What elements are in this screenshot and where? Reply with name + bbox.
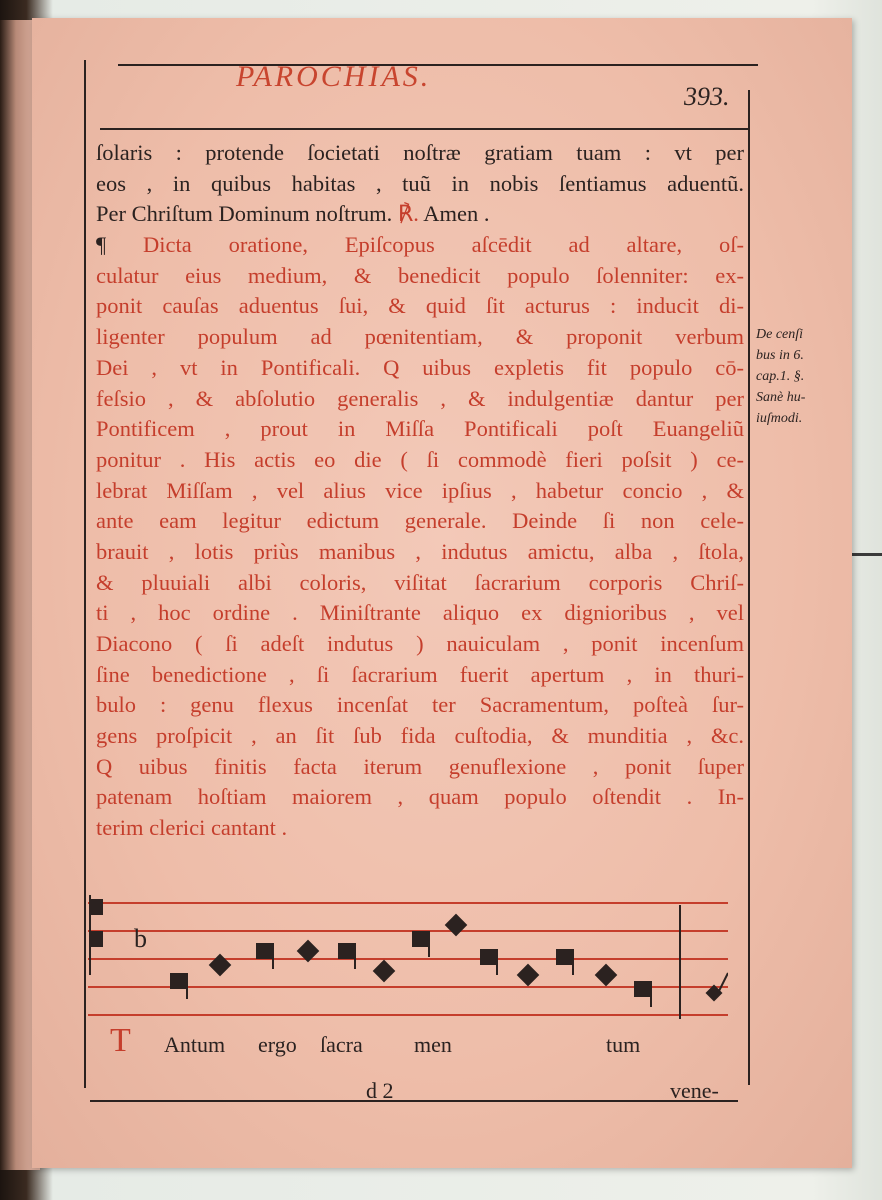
rubric-text: ſine benedictione , ſi ſacrarium fuerit apertum , in thuri- <box>96 661 744 687</box>
neume-1 <box>170 973 188 989</box>
running-header: PAROCHIAS. <box>236 60 432 93</box>
rubric-text: terim clerici cantant . <box>96 815 288 841</box>
rubric-text: & pluuiali albi coloris, viſitat ſacrarium corporis Chriſ- <box>96 569 744 595</box>
body-text-run: Per Chriſtum Dominum noſtrum. <box>96 201 393 227</box>
neumes <box>170 914 728 1007</box>
lyric-syllable-5: tum <box>606 1032 641 1057</box>
text-line <box>96 445 744 476</box>
text-line <box>96 537 744 568</box>
chant-staff <box>88 895 728 1035</box>
margin-note-line: cap.1. §. <box>756 369 805 384</box>
margin-note-line: De cenſi <box>756 327 804 342</box>
margin-note-line: Sanè hu- <box>756 390 806 405</box>
rubric-text: ponitur . His actis eo die ( ſi commodè fieri poſsit ) ce- <box>96 446 744 472</box>
text-line <box>96 752 744 783</box>
text-line <box>96 721 744 752</box>
body-text <box>96 138 744 844</box>
text-line <box>96 414 744 445</box>
neume-9 <box>480 949 498 965</box>
text-line <box>96 138 744 169</box>
right-frame-line <box>748 90 750 1085</box>
body-text-run: Amen . <box>423 201 490 227</box>
text-line <box>96 813 744 844</box>
catchword: vene- <box>670 1078 719 1103</box>
neume-5 <box>338 943 356 959</box>
rubric-text: patenam hoſtiam maiorem , quam populo oſtendit . In- <box>96 784 744 810</box>
text-line <box>96 169 744 200</box>
clef-block-1 <box>89 899 103 915</box>
rubric-text: lebrat Miſſam , vel alius vice ipſius , habetur concio , & <box>96 477 744 503</box>
text-line <box>96 568 744 599</box>
margin-note <box>756 324 826 429</box>
rubric-text: brauit , lotis priùs manibus , indutus amictu, alba , ſtola, <box>96 538 744 564</box>
body-text-run: ¶ <box>96 232 144 258</box>
rubric-text: Q uibus finitis facta iterum genuflexione , ponit ſuper <box>96 753 744 779</box>
rubric-text: ti , hoc ordine . Miniſtrante aliquo ex dignioribus , vel <box>96 600 744 626</box>
margin-note-line: bus in 6. <box>756 348 804 363</box>
rubric-text: culatur eius medium, & benedicit populo ſolenniter: ex- <box>96 262 744 288</box>
lyric-syllable-4: men <box>414 1032 452 1057</box>
text-line <box>96 199 744 230</box>
neume-11 <box>556 949 574 965</box>
lyric-syllable-1: Antum <box>164 1032 226 1057</box>
text-line <box>96 690 744 721</box>
neume-8 <box>445 914 468 937</box>
top-rule <box>118 64 758 66</box>
text-line <box>96 598 744 629</box>
bottom-rule <box>90 1100 738 1102</box>
header-rule <box>100 128 748 130</box>
neume-2 <box>209 954 232 977</box>
text-line <box>96 506 744 537</box>
rubric-text: ponit cauſas aduentus ſui, & quid ſit acturus : inducit di- <box>96 293 744 319</box>
text-line <box>96 384 744 415</box>
rubric-text: ℟. <box>392 201 424 227</box>
rubric-text: Diacono ( ſi adeſt indutus ) nauiculam , ponit incenſum <box>96 631 744 656</box>
text-line <box>96 476 744 507</box>
rubric-text: gens proſpicit , an ſit ſub fida cuſtodia, & munditia , &c. <box>96 723 744 749</box>
rubric-text: Pontificem , prout in Miſſa Pontificali poſt Euangeliũ <box>96 416 744 442</box>
text-line <box>96 660 744 691</box>
margin-note-line: iuſmodi. <box>756 411 803 426</box>
neume-13 <box>634 981 652 997</box>
signature-mark: d 2 <box>366 1078 394 1103</box>
neume-7 <box>412 931 430 947</box>
flat-sign: b <box>134 924 147 953</box>
body-text-run: ſolaris : protende ſocietati noſtræ gratiam tuam : vt per <box>96 140 744 165</box>
page-number: 393. <box>684 82 730 111</box>
body-text-run: eos , in quibus habitas , tuũ in nobis ſentiamus aduentũ. <box>96 170 744 196</box>
text-line <box>96 322 744 353</box>
neume-10 <box>517 964 540 987</box>
clef-block-2 <box>89 931 103 947</box>
text-line <box>96 782 744 813</box>
clef <box>89 899 103 947</box>
text-line <box>96 230 744 261</box>
drop-initial: T <box>110 1022 131 1059</box>
rubric-text: bulo : genu flexus incenſat ter Sacramentum, poſteà ſur- <box>96 692 744 718</box>
rubric-text: Dei , vt in Pontificali. Q uibus expletis fit populo cō- <box>96 354 744 380</box>
text-line <box>96 261 744 292</box>
rubric-text: feſsio , & abſolutio generalis , & indulgentiæ dantur per <box>96 385 744 411</box>
text-line <box>96 291 744 322</box>
rubric-text: ante eam legitur edictum generale. Deinde ſi non cele- <box>96 508 744 534</box>
neume-12 <box>595 964 618 987</box>
lyric-syllable-3: ſacra <box>320 1032 363 1057</box>
rubric-text: ligenter populum ad pœnitentiam, & proponit verbum <box>96 324 744 350</box>
neume-3 <box>256 943 274 959</box>
neume-6 <box>373 960 396 983</box>
rubric-text: Dicta oratione, Epiſcopus aſcēdit ad altare, oſ- <box>143 232 744 258</box>
lyric-syllable-2: ergo <box>258 1032 297 1057</box>
text-line <box>96 629 744 660</box>
left-frame-line <box>84 60 86 1088</box>
text-line <box>96 353 744 384</box>
